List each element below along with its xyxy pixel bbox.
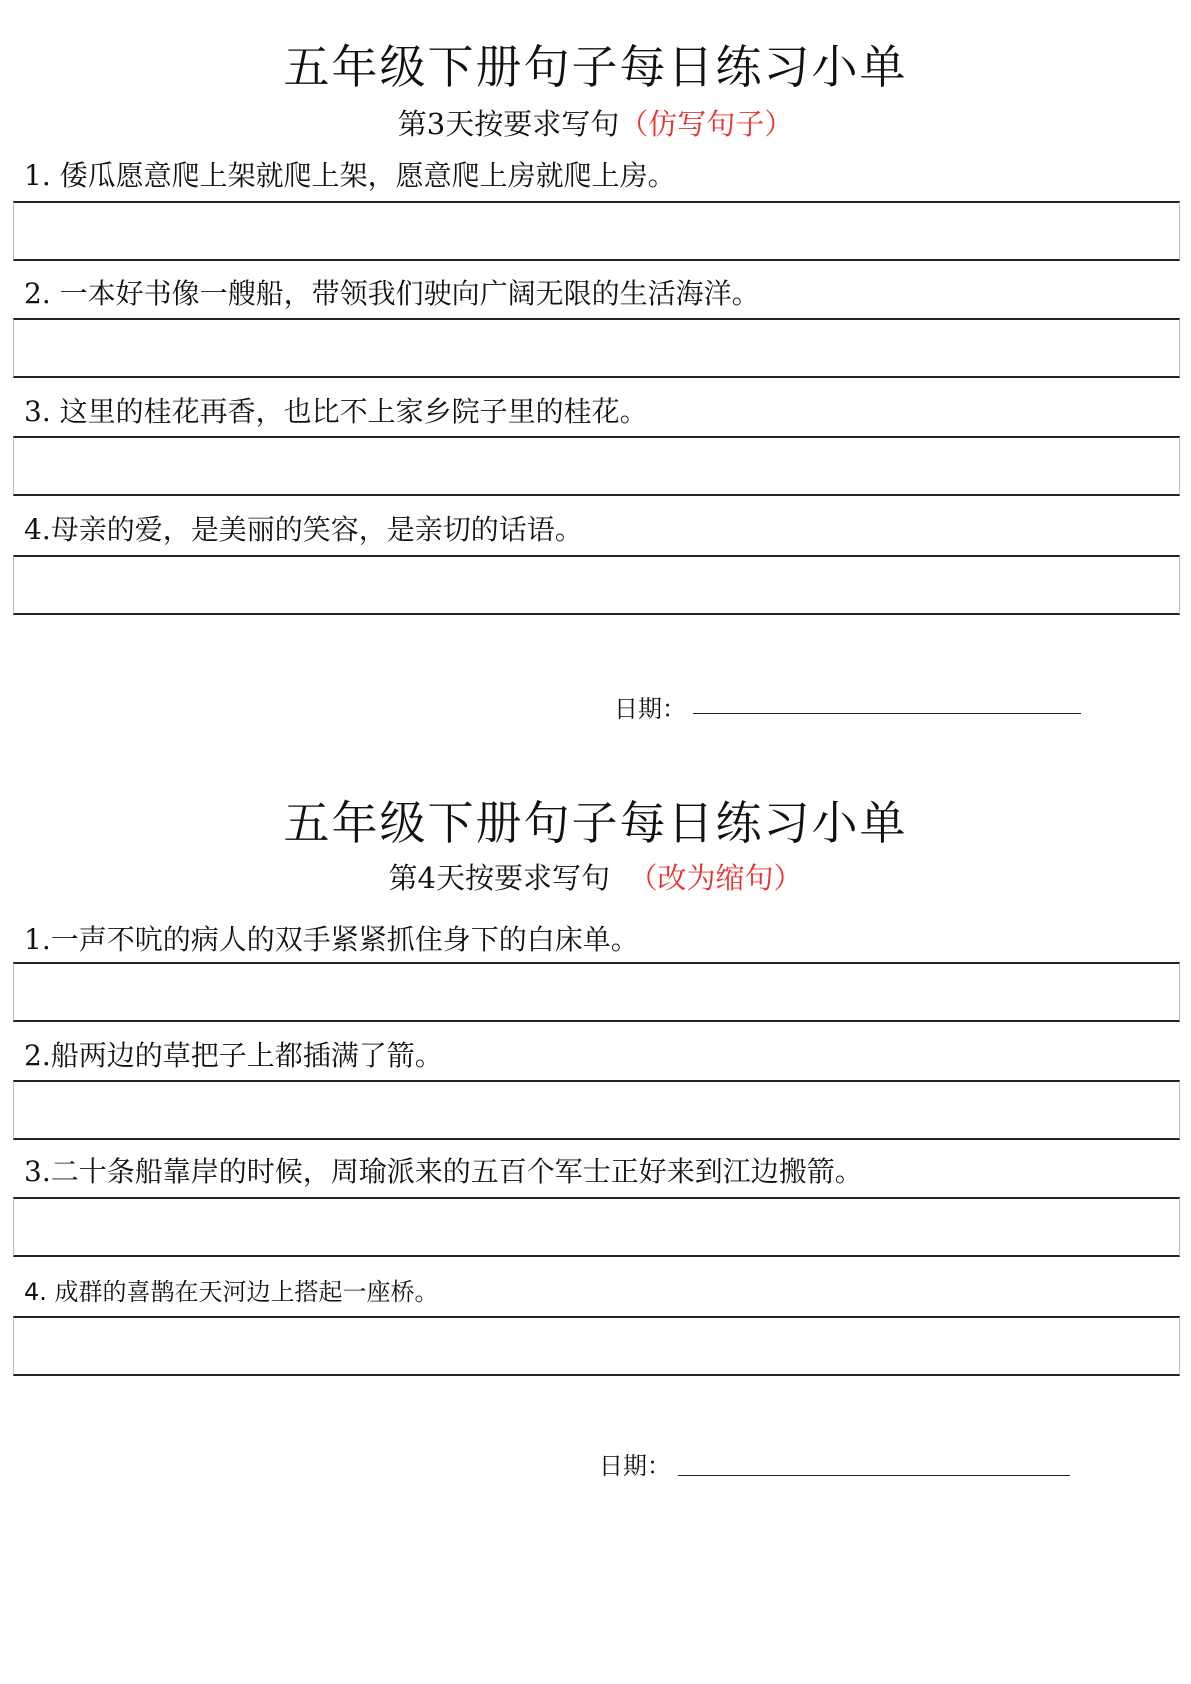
subtitle-day: 第4天按要求写句 <box>388 861 610 895</box>
page-subtitle <box>0 861 1191 895</box>
question-1: 1.一声不吭的病人的双手紧紧抓住身下的白床单。 <box>24 923 639 956</box>
question-3: 3. 这里的桂花再香，也比不上家乡院子里的桂花。 <box>24 395 648 428</box>
subtitle-task: （仿写句子） <box>619 107 794 141</box>
subtitle-task: （改为缩句） <box>628 861 803 895</box>
answer-box-2[interactable] <box>13 318 1180 378</box>
answer-box-3[interactable] <box>13 1197 1180 1257</box>
answer-box-1[interactable] <box>13 962 1180 1022</box>
answer-box-2[interactable] <box>13 1080 1180 1140</box>
question-2: 2.船两边的草把子上都插满了箭。 <box>24 1039 443 1072</box>
page-title: 五年级下册句子每日练习小单 <box>283 40 908 94</box>
question-2: 2. 一本好书像一艘船，带领我们驶向广阔无限的生活海洋。 <box>24 277 760 310</box>
answer-box-4[interactable] <box>13 555 1180 615</box>
date-label: 日期： <box>614 695 686 723</box>
question-4: 4. 成群的喜鹊在天河边上搭起一座桥。 <box>24 1278 439 1306</box>
question-3: 3.二十条船靠岸的时候，周瑜派来的五百个军士正好来到江边搬箭。 <box>24 1155 863 1188</box>
question-4: 4.母亲的爱，是美丽的笑容，是亲切的话语。 <box>24 513 583 546</box>
date-label: 日期： <box>599 1452 671 1480</box>
answer-box-4[interactable] <box>13 1316 1180 1376</box>
subtitle-day: 第3天按要求写句 <box>397 107 620 141</box>
date-field[interactable] <box>693 713 1081 714</box>
page-subtitle <box>0 107 1191 141</box>
answer-box-1[interactable] <box>13 201 1180 261</box>
answer-box-3[interactable] <box>13 436 1180 496</box>
date-field[interactable] <box>678 1475 1070 1476</box>
page-title: 五年级下册句子每日练习小单 <box>283 796 908 850</box>
question-1: 1. 倭瓜愿意爬上架就爬上架，愿意爬上房就爬上房。 <box>24 159 676 192</box>
